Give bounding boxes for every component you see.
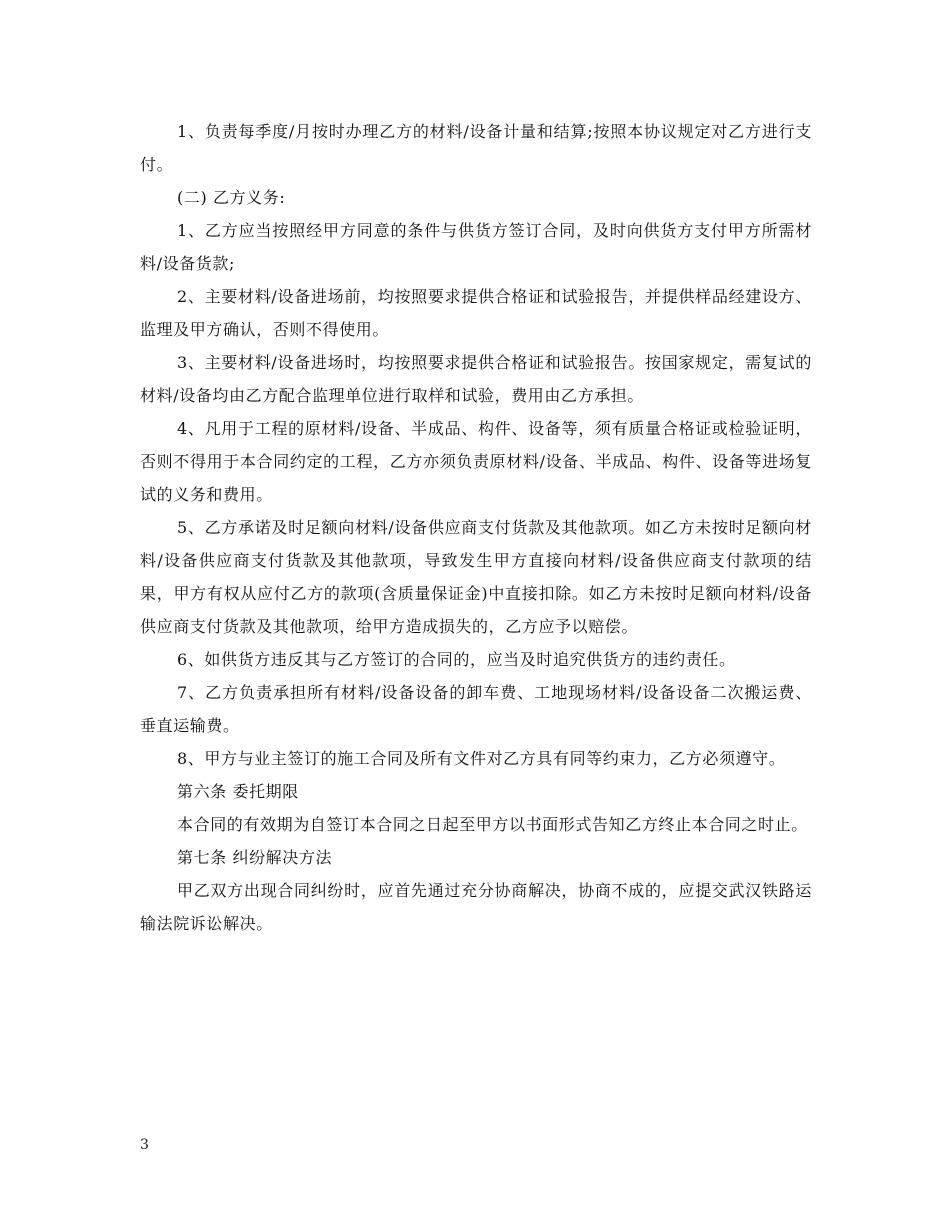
paragraph-party-b-obligation-6: 6、如供货方违反其与乙方签订的合同的，应当及时追究供货方的违约责任。 [177, 650, 736, 669]
paragraph-party-b-obligation-4: 4、凡用于工程的原材料/设备、半成品、构件、设备等，须有质量合格证或检验证明，否则不得用于本合同约定的工程，乙方亦须负责原材料/设备、半成品、构件、设备等进场复试的义务和费用。 [140, 419, 812, 504]
paragraph-party-b-obligation-2: 2、主要材料/设备进场前，均按照要求提供合格证和试验报告，并提供样品经建设方、监理及甲方确认，否则不得使用。 [140, 287, 812, 339]
paragraph-party-b-obligation-5: 5、乙方承诺及时足额向材料/设备供应商支付货款及其他款项。如乙方未按时足额向材料/设备供应商支付货款及其他款项，导致发生甲方直接向材料/设备供应商支付款项的结果，甲方有权从应付乙方的款项(含质量保证金)中直接扣除。如乙方未按时足额向材料/设备供应商支付货款及其他款项，给甲方造成损失的，乙方应予以赔偿。 [140, 518, 812, 636]
page-number: 3 [140, 1137, 149, 1153]
article-seven-body: 甲乙双方出现合同纠纷时，应首先通过充分协商解决，协商不成的，应提交武汉铁路运输法院诉讼解决。 [140, 881, 812, 933]
article-seven-heading: 第七条 纠纷解决方法 [177, 848, 333, 867]
paragraph-party-b-obligation-3: 3、主要材料/设备进场时，均按照要求提供合格证和试验报告。按国家规定，需复试的材料/设备均由乙方配合监理单位进行取样和试验，费用由乙方承担。 [140, 353, 812, 405]
paragraph-party-b-obligation-8: 8、甲方与业主签订的施工合同及所有文件对乙方具有同等约束力，乙方必须遵守。 [177, 749, 786, 768]
paragraph-party-b-obligation-1: 1、乙方应当按照经甲方同意的条件与供货方签订合同，及时向供货方支付甲方所需材料/设备货款; [140, 221, 812, 273]
document-body [140, 115, 812, 940]
article-six-heading: 第六条 委托期限 [177, 782, 299, 801]
paragraph-party-b-obligation-7: 7、乙方负责承担所有材料/设备设备的卸车费、工地现场材料/设备设备二次搬运费、垂直运输费。 [140, 683, 812, 735]
section-heading-party-b-obligations: (二) 乙方义务: [177, 188, 286, 207]
paragraph-party-a-duty-1: 1、负责每季度/月按时办理乙方的材料/设备计量和结算;按照本协议规定对乙方进行支付。 [140, 122, 812, 174]
article-six-body: 本合同的有效期为自签订本合同之日起至甲方以书面形式告知乙方终止本合同之时止。 [177, 815, 808, 834]
